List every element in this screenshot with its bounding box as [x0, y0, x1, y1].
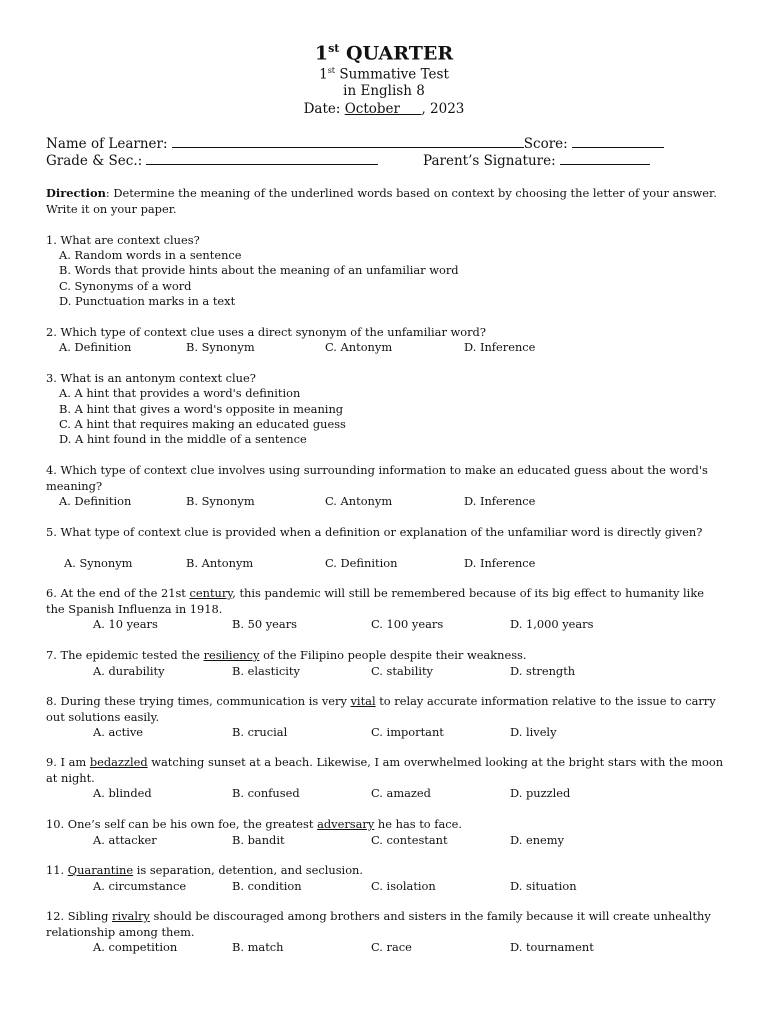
- question-stem: 3. What is an antonym context clue?: [46, 371, 256, 385]
- choice-c: C. Antonym: [325, 340, 393, 354]
- underlined-word: adversary: [317, 817, 375, 831]
- choice-d: D. A hint found in the middle of a sentence: [59, 432, 307, 446]
- choice-b: B. bandit: [232, 833, 285, 847]
- question-stem: 5. What type of context clue is provided when a definition or explanation of the unfamiliar word is directly given?: [46, 525, 703, 539]
- underlined-word: century: [189, 586, 233, 600]
- choice-c: C. amazed: [371, 786, 431, 800]
- choice-c: C. contestant: [371, 833, 448, 847]
- choice-b: B. match: [232, 940, 284, 954]
- choice-d: D. Inference: [464, 556, 536, 570]
- choice-b: B. crucial: [232, 725, 288, 739]
- choice-a: A. Random words in a sentence: [59, 248, 242, 262]
- choice-d: D. strength: [510, 664, 576, 678]
- choice-c: C. stability: [371, 664, 433, 678]
- grade-blank[interactable]: [146, 152, 378, 165]
- choice-a: A. Synonym: [64, 556, 133, 570]
- subject-line: in English 8: [343, 83, 425, 99]
- question-stem: 8. During these trying times, communication is very vital to relay accurate information relative to the issue to carry out solutions easily.: [46, 694, 716, 724]
- signature-blank[interactable]: [560, 152, 650, 165]
- choice-b: B. A hint that gives a word's opposite in meaning: [59, 402, 344, 416]
- choice-c: C. isolation: [371, 879, 436, 893]
- choice-b: B. Synonym: [186, 494, 255, 508]
- question-stem: 10. One’s self can be his own foe, the greatest adversary he has to face.: [46, 817, 463, 831]
- choice-d: D. enemy: [510, 833, 565, 847]
- score-blank[interactable]: [572, 135, 664, 148]
- choice-b: B. 50 years: [232, 617, 297, 631]
- question-stem: 12. Sibling rivalry should be discouraged among brothers and sisters in the family because it will create unhealthy relationship among them.: [46, 909, 711, 939]
- choice-a: A. attacker: [93, 833, 157, 847]
- choice-d: D. 1,000 years: [510, 617, 594, 631]
- name-field: Name of Learner: Score:: [46, 135, 664, 152]
- question-stem: 4. Which type of context clue involves using surrounding information to make an educated guess about the word's meaning?: [46, 463, 708, 493]
- choice-a: A. circumstance: [93, 879, 187, 893]
- question-stem: 9. I am bedazzled watching sunset at a beach. Likewise, I am overwhelmed looking at the bright stars with the moon at night.: [46, 755, 724, 785]
- choice-c: C. 100 years: [371, 617, 444, 631]
- question-stem: 2. Which type of context clue uses a direct synonym of the unfamiliar word?: [46, 325, 486, 339]
- choice-d: D. Inference: [464, 494, 536, 508]
- choice-a: A. durability: [93, 664, 165, 678]
- choice-a: A. A hint that provides a word's definition: [59, 386, 301, 400]
- question-stem: 7. The epidemic tested the resiliency of the Filipino people despite their weakness.: [46, 648, 527, 662]
- choice-a: A. blinded: [93, 786, 152, 800]
- underlined-word: Quarantine: [67, 863, 134, 877]
- choice-c: C. Antonym: [325, 494, 393, 508]
- choice-d: D. lively: [510, 725, 557, 739]
- name-blank[interactable]: [172, 135, 524, 148]
- choice-d: D. Punctuation marks in a text: [59, 294, 236, 308]
- test-title: 1st Summative Test: [319, 66, 449, 83]
- choice-c: C. Definition: [325, 556, 398, 570]
- choice-c: C. Synonyms of a word: [59, 279, 192, 293]
- underlined-word: bedazzled: [89, 755, 148, 769]
- choice-a: A. competition: [93, 940, 178, 954]
- choice-a: A. Definition: [59, 494, 132, 508]
- question-stem: 11. Quarantine is separation, detention, and seclusion.: [46, 863, 364, 877]
- choice-c: C. race: [371, 940, 412, 954]
- question-stem: 1. What are context clues?: [46, 233, 200, 247]
- question-stem: 6. At the end of the 21st century, this pandemic will still be remembered because of its big effect to humanity like the Spanish Influenza in 1918.: [46, 586, 704, 616]
- choice-c: C. important: [371, 725, 444, 739]
- date-line: Date: October , 2023: [303, 101, 465, 117]
- grade-field: Grade & Sec.:: [46, 152, 378, 169]
- page-title: 1st QUARTER: [314, 42, 454, 65]
- choice-b: B. condition: [232, 879, 302, 893]
- underlined-word: vital: [350, 694, 376, 708]
- underlined-word: resiliency: [203, 648, 260, 662]
- choice-a: A. 10 years: [93, 617, 158, 631]
- choice-b: B. confused: [232, 786, 300, 800]
- choice-b: B. Antonym: [186, 556, 254, 570]
- choice-d: D. tournament: [510, 940, 594, 954]
- choice-d: D. puzzled: [510, 786, 571, 800]
- choice-a: A. active: [93, 725, 144, 739]
- parent-signature-field: Parent’s Signature:: [423, 152, 650, 169]
- choice-d: D. situation: [510, 879, 577, 893]
- direction: Direction: Determine the meaning of the underlined words based on context by choosing the letter of your answer. Write it on your paper.: [46, 186, 717, 216]
- choice-a: A. Definition: [59, 340, 132, 354]
- underlined-word: rivalry: [112, 909, 150, 923]
- choice-b: B. Words that provide hints about the meaning of an unfamiliar word: [59, 263, 459, 277]
- choice-b: B. elasticity: [232, 664, 300, 678]
- choice-c: C. A hint that requires making an educated guess: [59, 417, 346, 431]
- choice-d: D. Inference: [464, 340, 536, 354]
- choice-b: B. Synonym: [186, 340, 255, 354]
